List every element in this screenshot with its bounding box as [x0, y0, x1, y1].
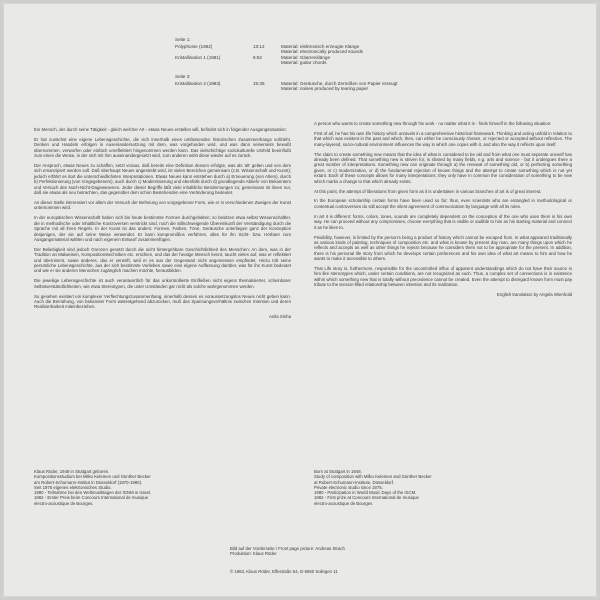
essay-author: Anila Sinha: [269, 314, 291, 320]
bio-line: Born at Stuttgart in 1948.: [314, 469, 362, 474]
essay-paragraph: Ein Mensch, der durch seine Tätigkeit - gleich welcher Art - etwas Neues erstellen will, befindet sich in folgender Ausgangssituation:: [34, 127, 287, 132]
essay-paragraph: The claim to create something new means that the idea of what is considered to be old and from what one must seperate oneself has already been defined. That something new is striven for, is shared by many fields, e.g. arts and science - but it undergoes there a great number of interpretations. Something new can originate through a) the renewal of something old, or b) perfecting something given, or c) modernization, or d) the fundamental rejection of known things and the attempt to create something which is not yet extant. Each of these concepts allows for many interpretations; they only have in common the consideration of something to be new which marks a change to that which already exists.: [314, 151, 572, 184]
track-title: Kristallisation 1 (1981): [175, 54, 221, 60]
essay-paragraph: In art it is different: forms, colors, tones, sounds are completely dependent on the conception of the one who uses them in his own way. He can proceed without any compromises, choose everything that is visible or audible to him as his starting material and connect it as he likes to.: [314, 213, 572, 230]
bio-line: am Robert-Schumann-Institut in Düsseldorf (1970-1980).: [34, 479, 143, 485]
bio-line: 1982 - Erster Preis beim Concours International de musique: [34, 495, 149, 501]
essay-paragraph: Er hat zunächst eine eigene Lebensgeschichte, die sich innerhalb eines umfassenden historischen Zusammenhangs vollzieht. Denken und Handeln erfolgen in Auseinandersetzung mit dem, was vorgefunden wird, und was dann seinerseits bewußt übernommen, verworfen oder einfach unreflektiert hingenommen werden kann. Das vielschichtige soziokulturelle Umfeld beeinflußt zum einen die Weise, in der sich mit ihm auseinandergesetzt wird, zum anderen wirkt diese wieder auf es zurück.: [34, 136, 291, 159]
track-material-en: Material: guitar chords: [281, 60, 327, 66]
track-material-de: Material: elektronisch erzeugte Klänge: [281, 43, 360, 49]
copyright-notice: © 1983, Klaus Röder, Elfestraße 54, D-5650 Solingen 11: [230, 569, 338, 574]
production-credit: Produktion: Klaus Röder: [230, 551, 277, 557]
essay-paragraph: Der Anspruch, etwas Neues zu schaffen, setzt voraus, daß bereits eine Definition dessen erfolgte, was als 'alt' gelten und von dem sich emanzipiert werden soll. Daß überhaupt Neues angestrebt wird, ist vielen Bereichen gemeinsam (z.B. Wissenschaft und Kunst); jedoch erfährt es dort die unterschiedlichsten Interpretationen. Etwas Neues kann entstehen durch a) Erneuerung (von Altem), durch b) Perfektionierung (von Vorgegebenem), auch durch c) Modernisierung und ebenfalls durch d) grundlegende Abkehr von Bekanntem und Versuch des Noch-Nicht-Dagewesenen. Jeder dieser Begriffe läßt viele inhaltliche Bestimmungen zu; gemeinsam ist ihnen nur, daß sie etwas als neu betrachten, das gegenüber dem schon Bestehenden eine Veränderung bedeutet.: [34, 163, 291, 196]
track-row: [175, 60, 501, 66]
biography-english: [314, 469, 544, 506]
track-duration: 15:35: [253, 80, 265, 86]
track-material-en: Material: noises produced by tearing paper: [281, 86, 369, 92]
essay-paragraph: First of all, he has his own life history which unravels in a comprehensive historical framework. Thinking and acting unfold in relation to that which was existent in the past and which, then, can either be consciously chosen, or rejected or accepted without reflection. The many-layered, socio-cultural environment influences the way in which one copes with it, and also the way it reflects upon itself.: [314, 130, 572, 147]
track-row: [175, 86, 501, 92]
essay-paragraph: A person who wants to create something new through his work - no matter what it is - finds himself in the following situation:: [314, 121, 552, 126]
essay-paragraph: At this point, the attempt of liberations from given form as it is undertaken in various branches of art is of great interest.: [314, 188, 542, 194]
bio-line: at Robert-Schumann-Institute, Düsseldorf.: [314, 479, 395, 485]
essay-paragraph: In the European scholarship certain forms have been used so far; thus, even scientists who are entangled in methodological or contentual controversies do still accept the silent agreement of communication by language with all its rules.: [314, 198, 572, 209]
side-title: Seite 2:: [175, 73, 191, 79]
bio-line: Kompositionsstudium bei Milko Kelemen und Günther Becker: [34, 474, 151, 480]
track-material-de: Material: Gitarrenklänge: [281, 54, 331, 60]
bio-line: 1982 - First prize at Concours International de musique: [314, 495, 419, 501]
essay-paragraph: In der europäischen Wissenschaft haben sich bis heute bestimmte Formen durchgehalten; so besitzen etwa selbst Wissenschaftler, die in methodische oder inhaltliche Kontroversen verstrickt sind, noch die stillschweigende Übereinkunft der Verständigung durch die Sprache mit all ihren Regeln. In der Kunst ist das anders: Formen, Farben, Töne, Geräusche unterliegen ganz der Konzeption desjenigen, der sie auf seine Weise verwendet. Er kann kompromißlos verfahren, alles für ihn Sicht- bzw. Hörbare zum Ausgangsmaterial wählen und nach eigenem Entwurf zusammenfügen.: [34, 215, 291, 242]
essay-paragraph: So gesehen existiert ein komplexer Verflechtungszusammenhang, innerhalb dessen es voraussetzungslos Neues nicht geben kann. Auch die Bemühung, von bekannter Form weitestgehend abzurücken, muß das Spannungsverhältnis zwischen Intention und deren Realisierbarkeit miteinbeziehen.: [34, 293, 291, 310]
bio-line: 1980 - Teilnahme bei den Weltmusiktagen der IGNM in Israel.: [34, 490, 152, 496]
side-title: Seite 1:: [175, 37, 191, 42]
track-title: Polyphonie (1982): [175, 43, 213, 49]
essay-german: [34, 127, 291, 320]
essay-paragraph: An dieser Stelle interessiert vor allem der Versuch der Befreiung von vorgegebener Form, wie er in verschiedenen Zweigen der Kunst unternommen wird.: [34, 199, 291, 211]
essay-translator: English translation by Angela Wienhold: [496, 292, 572, 298]
essay-paragraph: Die jeweilige Lebensgeschichte ist auch verantwortlich für das unkontrollierte Einfließen nicht eigens thematisierter, scheinbarer Selbstverständlichkeiten, wie etwa Stereotypen, die unter Umständen gar nicht als solche wahrgenommen werden.: [34, 278, 291, 289]
track-material-en: Material: electronically produced sounds: [281, 49, 363, 55]
essay-english: [314, 121, 572, 298]
biography-german: [34, 469, 264, 506]
track-duration: 6:52: [253, 54, 262, 60]
track-title: Kristallisation 2 (1983): [175, 80, 221, 86]
bio-line: Seit 1975 eigenes elektronisches Studio.: [34, 484, 112, 490]
bio-line: Klaus Röder, 1948 in Stuttgart geboren.: [34, 469, 110, 474]
track-duration: 13:12: [253, 43, 265, 49]
track-material-de: Material: Geräusche, durch Zerreißen von Papier erzeugt: [281, 80, 398, 86]
track-list: [175, 37, 501, 100]
side-2: [175, 74, 501, 92]
record-sleeve-back: [3, 3, 597, 597]
essay-paragraph: Flexibility, however, is limited by the person's being a product of history which cannot be escaped from. In what appeared traditionally as various kinds of painting, techniques of composition etc. and what is known by present day man, are many things upon which he reflects and accepts as well as other things he rejects because he considers them not to be appropriate for the present. In addition, there is his personal life story from which he develops certain preferences and his own idea of what art means to him and how he wants to make it accessible to others.: [314, 234, 572, 262]
bio-line: Private electronic studio since 1975.: [314, 484, 383, 490]
essay-paragraph: That Life story is, furthermore, responsible for the uncontrolled influx of apparent understandings which do not have their source in him like stereotypes which, under certain conditions, are not recognized as such. Thus, a complex set of connections is in existence within which something new that is totally without precedence cannot be created. Even the attempt to disregard known form must pay tribute to the tension-filled relationship between intention and its realization.: [314, 266, 572, 288]
essay-paragraph: Der Beliebigkeit sind jedoch Grenzen gesetzt durch die nicht hintergehbare Geschichtlichkeit des Menschen: An dem, was in der Tradition an Malweisen, Kompositionstechniken etc. erschien, und das der heutige Mensch kennt, taucht vieles auf, was er reflektiert und übernimmt, sowie anderes, das er verwirft, weil er es aus der Gegenwart nicht angemessen empfindet. Hinzu tritt seine persönliche Lebensgeschichte, aus der sich bestimmte Vorlieben sowie eine eigene Auffassung darüber, was für ihn Kunst bedeutet und wie er sie anderen Menschen zugänglich machen möchte, herausbilden.: [34, 246, 291, 274]
bio-line: 1980 - Participation in World Music Days of the ISCM.: [314, 490, 417, 496]
photo-credit: Bild auf der Vorderseite / Front page picture: Andreas Strach: [230, 546, 345, 551]
bio-line: electro-acoustique de Bourges.: [34, 500, 94, 506]
credits: [230, 546, 345, 557]
bio-line: Study of composition with Milko Kelemen and Günther Becker: [314, 474, 432, 480]
side-1: [175, 37, 501, 66]
bio-line: electro-acoustique de Bourges: [314, 500, 373, 506]
